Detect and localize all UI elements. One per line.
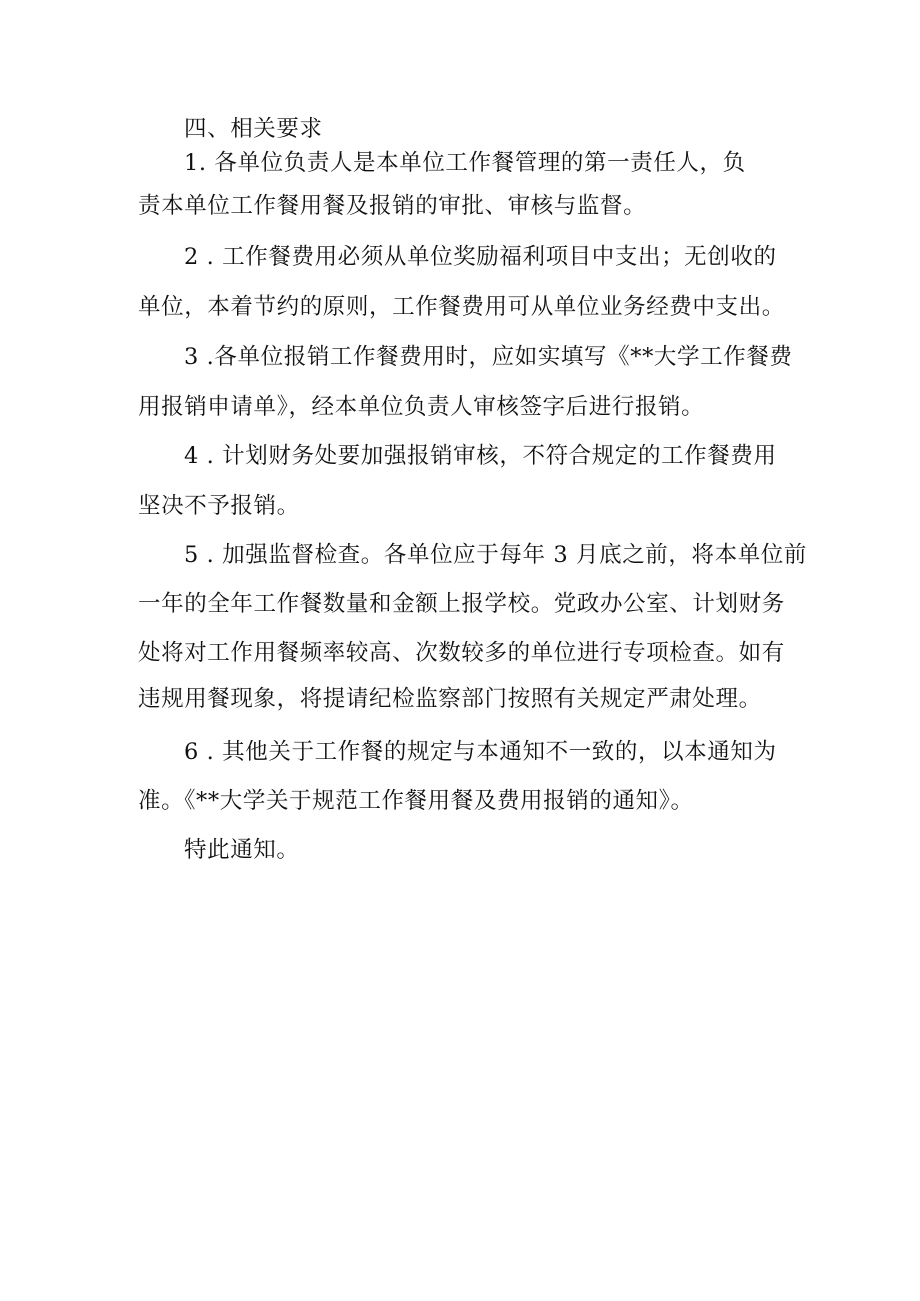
item-5-line-2: 一年的全年工作餐数量和金额上报学校。党政办公室、计划财务 bbox=[138, 591, 785, 617]
item-5-line-1: 5 . 加强监督检查。各单位应于每年 3 月底之前，将本单位前 bbox=[184, 542, 807, 568]
item-4-line-1: 4 . 计划财务处要加强报销审核，不符合规定的工作餐费用 bbox=[184, 443, 777, 469]
item-2-line-2: 单位，本着节约的原则，工作餐费用可从单位业务经费中支出。 bbox=[138, 294, 785, 320]
item-5-line-4: 违规用餐现象，将提请纪检监察部门按照有关规定严肃处理。 bbox=[138, 686, 762, 712]
item-6-line-2: 准。《**大学关于规范工作餐用餐及费用报销的通知》。 bbox=[138, 788, 694, 814]
item-4-line-2: 坚决不予报销。 bbox=[138, 493, 300, 519]
item-1-line-2: 责本单位工作餐用餐及报销的审批、审核与监督。 bbox=[138, 193, 647, 219]
item-1-line-1: 1. 各单位负责人是本单位工作餐管理的第一责任人，负 bbox=[184, 150, 746, 176]
item-3-line-2: 用报销申请单》，经本单位负责人审核签字后进行报销。 bbox=[138, 394, 705, 420]
section-heading: 四、相关要求 bbox=[184, 116, 323, 142]
item-5-line-3: 处将对工作用餐频率较高、次数较多的单位进行专项检查。如有 bbox=[138, 640, 785, 666]
item-6-line-1: 6 . 其他关于工作餐的规定与本通知不一致的，以本通知为 bbox=[184, 739, 777, 765]
item-2-line-1: 2 . 工作餐费用必须从单位奖励福利项目中支出；无创收的 bbox=[184, 244, 777, 270]
closing-text: 特此通知。 bbox=[184, 837, 300, 863]
item-3-line-1: 3 .各单位报销工作餐费用时，应如实填写《**大学工作餐费 bbox=[184, 344, 793, 370]
